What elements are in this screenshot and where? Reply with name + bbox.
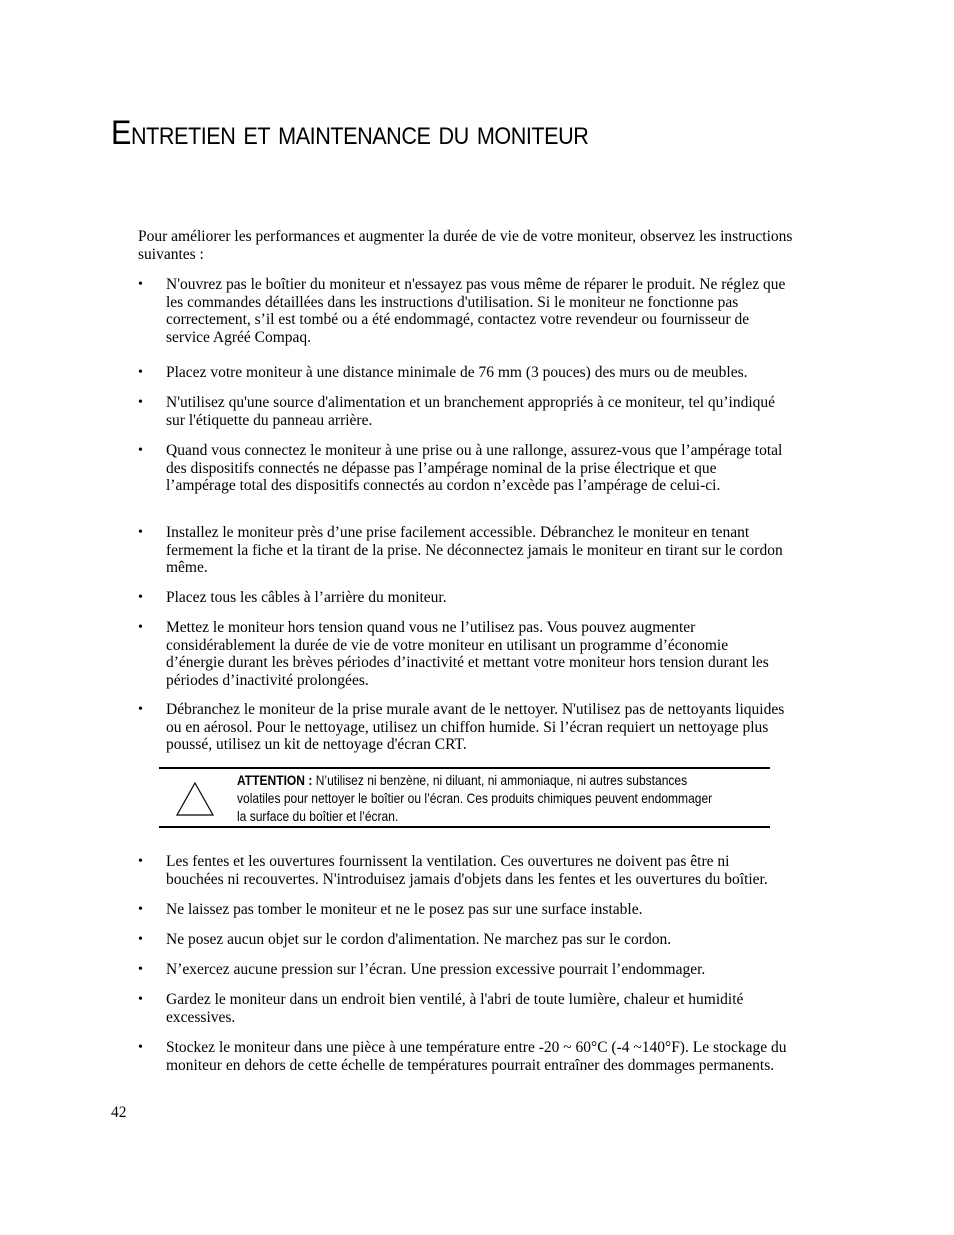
list-item — [138, 442, 788, 524]
list-item-text: Mettez le moniteur hors tension quand vous ne l’utilisez pas. Vous pouvez augmenter considérablement la durée de vie de votre moniteur en utilisant un programme d’économie d’énergie durant les brèves périodes d’inactivité et mettant votre moniteur hors tension durant les périodes d’inactivité prolongées. — [166, 619, 769, 690]
bullet: • — [138, 1040, 143, 1055]
list-item-text: Placez votre moniteur à une distance minimale de 76 mm (3 pouces) des murs ou de meubles. — [166, 364, 748, 381]
caution-label: ATTENTION : — [237, 772, 313, 788]
list-item-text: Les fentes et les ouvertures fournissent la ventilation. Ces ouvertures ne doivent pas être ni bouchées ni recouvertes. N'introduisez jamais d'objets dans les fentes et les ouvertures du boîtier. — [166, 853, 768, 888]
caution-box — [159, 767, 770, 828]
bullet: • — [138, 365, 143, 380]
list-item-text: Gardez le moniteur dans un endroit bien ventilé, à l'abri de toute lumière, chaleur et humidité excessives. — [166, 991, 744, 1026]
list-item-text: Débranchez le moniteur de la prise murale avant de le nettoyer. N'utilisez pas de nettoyants liquides ou en aérosol. Pour le nettoyage, utilisez un chiffon humide. Si l’écran requiert un nettoyage plus poussé, utilisez un kit de nettoyage d'écran CRT. — [166, 701, 785, 754]
bullet: • — [138, 525, 143, 540]
bullet: • — [138, 962, 143, 977]
list-item — [138, 853, 788, 901]
intro-paragraph: Pour améliorer les performances et augmenter la durée de vie de votre moniteur, observez les instructions suivantes : — [138, 228, 793, 263]
list-item-text: N’exercez aucune pression sur l’écran. Une pression excessive pourrait l’endommager. — [166, 961, 706, 978]
caution-text: N’utilisez ni benzène, ni diluant, ni ammoniaque, ni autres substances volatiles pour nettoyer le boîtier ou l’écran. Ces produits chimiques peuvent endommager la surface du boîtier et l’écran. — [237, 772, 713, 824]
bullet: • — [138, 854, 143, 869]
bullet: • — [138, 932, 143, 947]
list-item — [138, 589, 788, 619]
bullet: • — [138, 395, 143, 410]
instruction-list — [138, 276, 788, 754]
caution-text-block — [237, 772, 719, 825]
bullet: • — [138, 992, 143, 1007]
list-item-text: N'utilisez qu'une source d'alimentation et un branchement appropriés à ce moniteur, tel qu’indiqué sur l'étiquette du panneau arrière. — [166, 394, 776, 429]
list-item — [138, 276, 788, 364]
list-item-text: Quand vous connectez le moniteur à une prise ou à une rallonge, assurez-vous que l’ampérage total des dispositifs connectés ne dépasse pas l’ampérage nominal de la prise électrique et que l’ampérage total des dispositifs connectés au cordon n’excède pas l’ampérage de celui-ci. — [166, 442, 783, 495]
list-item — [138, 701, 788, 754]
list-item — [138, 991, 788, 1039]
warning-triangle-icon — [175, 781, 215, 817]
bullet: • — [138, 702, 143, 717]
bullet: • — [138, 443, 143, 458]
list-item-text: Ne posez aucun objet sur le cordon d'alimentation. Ne marchez pas sur le cordon. — [166, 931, 672, 948]
bullet: • — [138, 277, 143, 292]
list-item — [138, 1039, 788, 1092]
list-item — [138, 961, 788, 991]
page-title: Entretien et maintenance du moniteur — [111, 114, 589, 152]
bullet: • — [138, 590, 143, 605]
list-item — [138, 931, 788, 961]
bullet: • — [138, 620, 143, 635]
instruction-list-continued — [138, 853, 788, 1092]
list-item-text: N'ouvrez pas le boîtier du moniteur et n'essayez pas vous même de réparer le produit. Ne réglez que les commandes détaillées dans les instructions d'utilisation. Si le moniteur ne fonctionne pas correctement, s’il est tombé ou a été endommagé, contactez votre revendeur ou fournisseur de service Agréé Compaq. — [166, 276, 786, 347]
page-number: 42 — [111, 1104, 127, 1121]
list-item — [138, 524, 788, 589]
list-item — [138, 901, 788, 931]
list-item-text: Installez le moniteur près d’une prise facilement accessible. Débranchez le moniteur en tenant fermement la fiche et la tirant de la prise. Ne déconnectez jamais le moniteur en tirant sur le cordon même. — [166, 524, 783, 577]
list-item-text: Stockez le moniteur dans une pièce à une température entre -20 ~ 60°C (-4 ~140°F). Le stockage du moniteur en dehors de cette échelle de températures pourrait entraîner des dommages permanents. — [166, 1039, 787, 1074]
bullet: • — [138, 902, 143, 917]
list-item — [138, 619, 788, 701]
list-item-text: Placez tous les câbles à l’arrière du moniteur. — [166, 589, 447, 606]
list-item — [138, 394, 788, 442]
list-item-text: Ne laissez pas tomber le moniteur et ne le posez pas sur une surface instable. — [166, 901, 643, 918]
list-item — [138, 364, 788, 394]
